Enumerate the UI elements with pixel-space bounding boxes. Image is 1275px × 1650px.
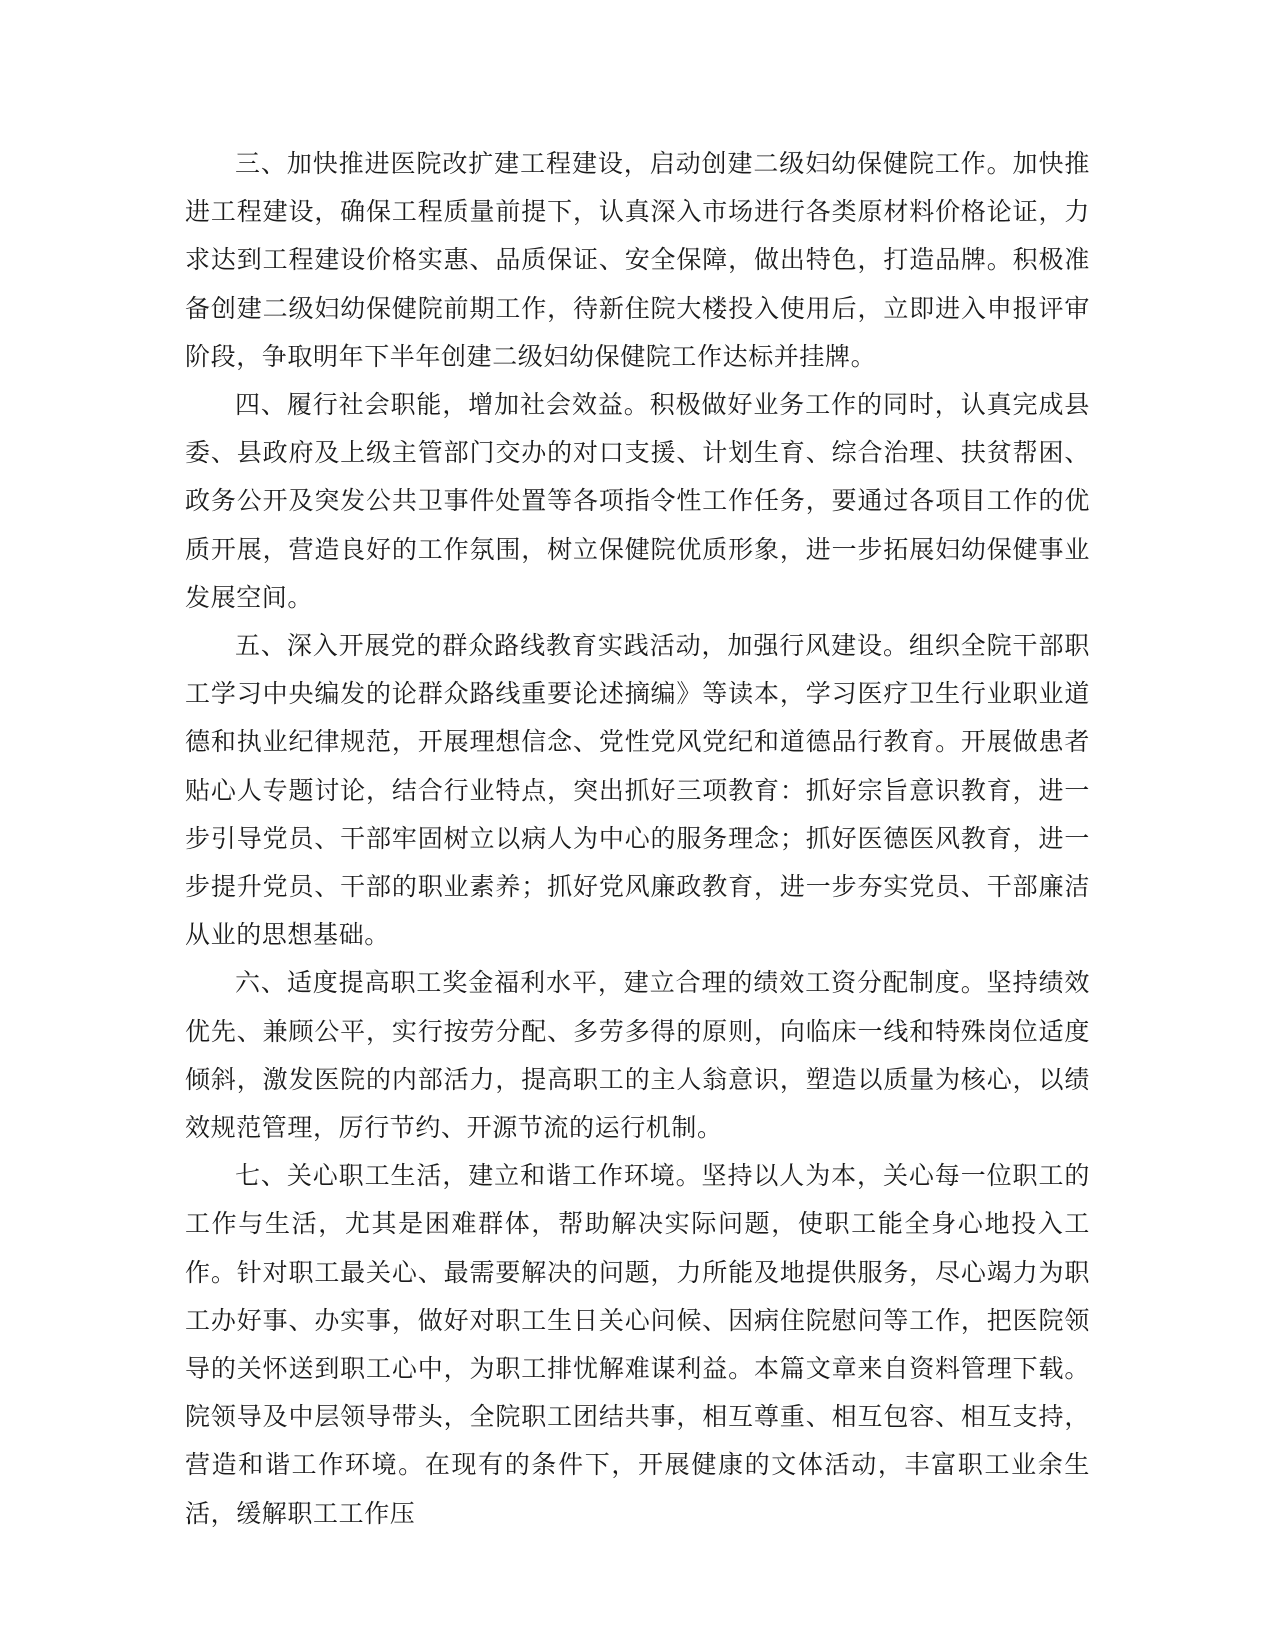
paragraph-section-7: 七、关心职工生活，建立和谐工作环境。坚持以人为本，关心每一位职工的工作与生活，尤其是困难群体，帮助解决实际问题，使职工能全身心地投入工作。针对职工最关心、最需要解决的问题，力所能及地提供服务，尽心竭力为职工办好事、办实事，做好对职工生日关心问候、因病住院慰问等工作，把医院领导的关怀送到职工心中，为职工排忧解难谋利益。本篇文章来自资料管理下载。院领导及中层领导带头，全院职工团结共事，相互尊重、相互包容、相互支持，营造和谐工作环境。在现有的条件下，开展健康的文体活动，丰富职工业余生活，缓解职工工作压 <box>185 1161 1090 1528</box>
document-body <box>185 140 1090 1538</box>
paragraph-section-3: 三、加快推进医院改扩建工程建设，启动创建二级妇幼保健院工作。加快推进工程建设，确保工程质量前提下，认真深入市场进行各类原材料价格论证，力求达到工程建设价格实惠、品质保证、安全保障，做出特色，打造品牌。积极准备创建二级妇幼保健院前期工作，待新住院大楼投入使用后，立即进入申报评审阶段，争取明年下半年创建二级妇幼保健院工作达标并挂牌。 <box>185 149 1090 371</box>
paragraph-section-5: 五、深入开展党的群众路线教育实践活动，加强行风建设。组织全院干部职工学习中央编发的论群众路线重要论述摘编》等读本，学习医疗卫生行业职业道德和执业纪律规范，开展理想信念、党性党风党纪和道德品行教育。开展做患者贴心人专题讨论，结合行业特点，突出抓好三项教育：抓好宗旨意识教育，进一步引导党员、干部牢固树立以病人为中心的服务理念；抓好医德医风教育，进一步提升党员、干部的职业素养；抓好党风廉政教育，进一步夯实党员、干部廉洁从业的思想基础。 <box>185 631 1090 950</box>
paragraph-section-4: 四、履行社会职能，增加社会效益。积极做好业务工作的同时，认真完成县委、县政府及上级主管部门交办的对口支援、计划生育、综合治理、扶贫帮困、政务公开及突发公共卫事件处置等各项指令性工作任务，要通过各项目工作的优质开展，营造良好的工作氛围，树立保健院优质形象，进一步拓展妇幼保健事业发展空间。 <box>185 390 1090 612</box>
paragraph-section-6: 六、适度提高职工奖金福利水平，建立合理的绩效工资分配制度。坚持绩效优先、兼顾公平，实行按劳分配、多劳多得的原则，向临床一线和特殊岗位适度倾斜，激发医院的内部活力，提高职工的主人翁意识，塑造以质量为核心，以绩效规范管理，厉行节约、开源节流的运行机制。 <box>185 968 1090 1143</box>
